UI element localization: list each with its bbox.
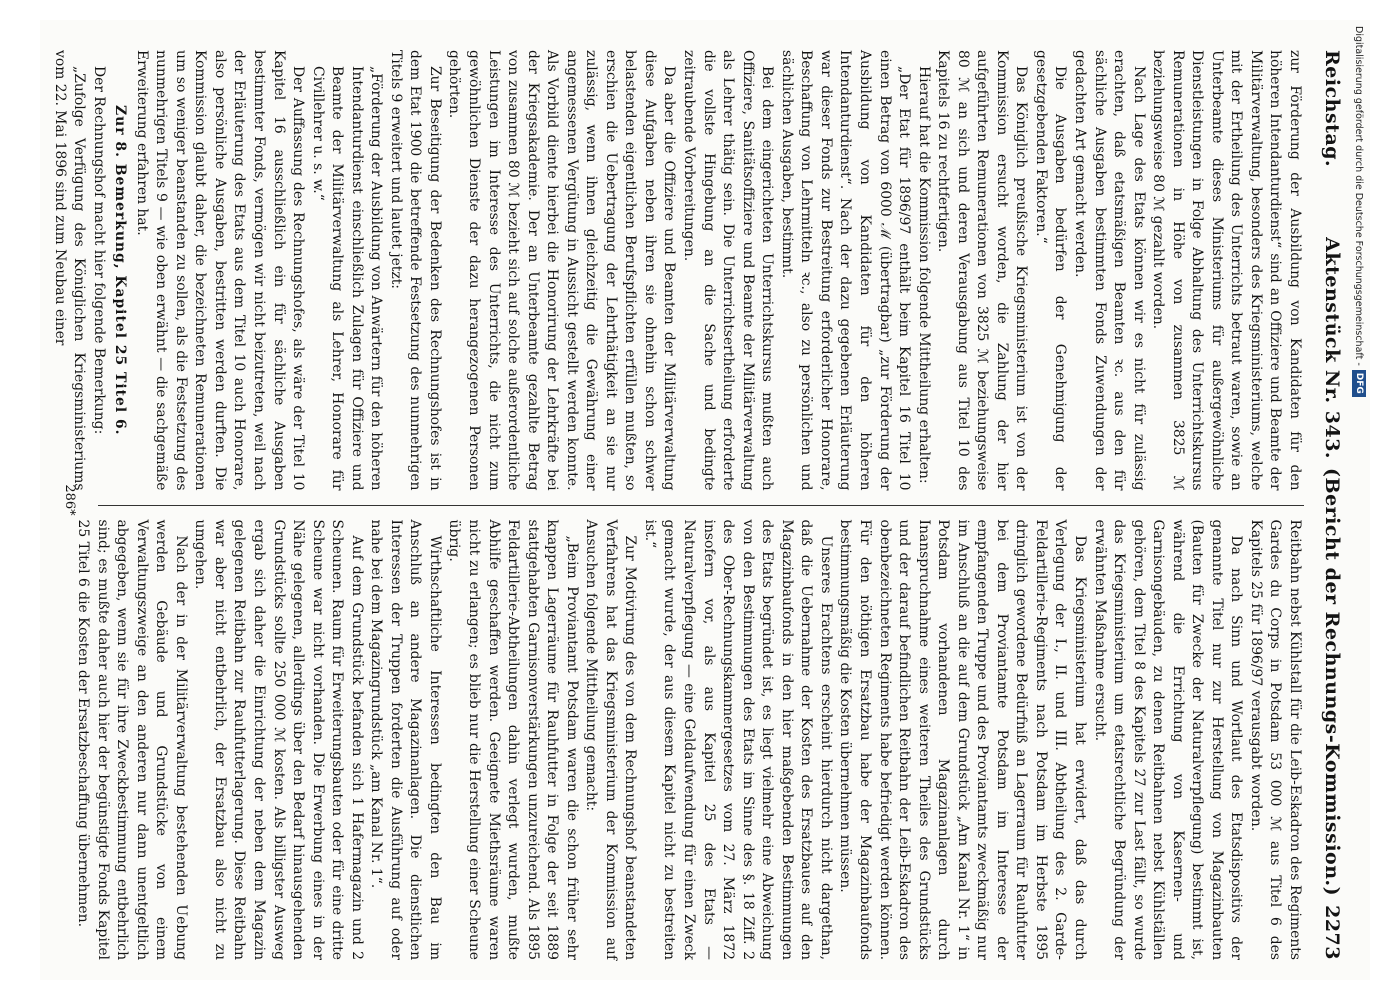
paragraph: Der Rechnungshof macht hier folgende Bemerkung: bbox=[90, 66, 107, 435]
paragraph: Da aber die Offiziere und Beamten der Militärverwaltung diese Aufgaben neben ihren sie ohnehin schon schwer belastenden eigentlichen Berufspflichten erfüllen mußten, so erschien die Uebertragung der Lehrthätigkeit an sie nur zulässig, wenn ihnen gleichzeitig die Gewährung einer angemessenen Vergütung in Aussicht gestellt werden konnte. Als Vorbild diente hierbei die Honorirung der Lehrkräfte bei der Kriegsakademie. Der an Unterbeamte gezahlte Betrag von zusammen 80 ℳ bezieht sich auf solche außerordentliche Leistungen im Interesse des Unterrichts, die nicht zum gewöhnlichen Dienste der dazu herangezogenen Personen gehörten. bbox=[446, 50, 678, 491]
paragraph: Hierauf hat die Kommission folgende Mittheilung erhalten: bbox=[915, 66, 932, 484]
column-divider bbox=[98, 505, 1304, 506]
paragraph: Unseres Erachtens erscheint hierdurch nicht dargethan, daß die Uebernahme der Kosten des Ersatzbaues auf den Magazinbaufonds in den hier maßgebenden Bestimmungen des Etats begründet ist, es liegt vielmehr eine Abweichung von den Bestimmungen des Etats im Sinne des §. 18 Ziff. 2 des Ober-Rechnungskammergesetzes vom 27. März 1872 insofern vor, als aus Kapitel 25 des Etats — Naturalverpflegung — eine Geldaufwendung für einen Zweck gemacht wurde, der aus diesem Kapitel nicht zu bestreiten ist.“ bbox=[641, 519, 834, 961]
digitization-notice bbox=[1351, 26, 1367, 1006]
paragraph: Das Kriegsministerium hat erwidert, daß das durch Verlegung der I., II. und III. Abtheilung des 2. Garde-Feldartillerie-Regiments nach Potsdam im Herbste 1895 dringlich gewordene Bedürfniß an Lagerraum für Rauhfutter bei dem Proviantamte Potsdam im Interesse der empfangenden Truppe und des Proviantamts zweckmäßig nur im Anschluß an die auf dem Grundstück „Am Kanal Nr. 1“ in Potsdam vorhandenen Magazinanlagen durch Inanspruchnahme eines weiteren Theiles des Grundstücks und der darauf befindlichen Reitbahn der Leib-Eskadron des obenbezeichneten Regiments habe befriedigt werden können. Für den nöthigen Ersatzbau habe der Magazinbaufonds bestimmungsmäßig die Kosten übernehmen müssen. bbox=[837, 519, 1088, 961]
paragraph: Zur Motivirung des von dem Rechnungshof beanstandeten Verfahrens hat das Kriegsministerium der Kommission auf Ansuchen folgende Mittheilung gemacht: bbox=[583, 519, 639, 961]
scanned-page bbox=[40, 20, 1370, 980]
left-column bbox=[51, 50, 1304, 491]
paragraph: „Beim Proviantamt Potsdam waren die schon früher sehr knappen Lagerräume für Rauhfutter in Folge der seit 1889 stattgehabten Garnisonverstärkungen unzureichend. Als 1895 Feldartillerie-Abtheilungen dahin verlegt wurden, mußte Abhilfe geschaffen werden. Geeignete Miethsräume waren nicht zu erlangen; es blieb nur die Herstellung einer Scheune übrig. bbox=[446, 519, 580, 961]
paragraph: Auf dem Grundstück befanden sich 1 Hafermagazin und 2 Scheunen. Raum für Erweiterungsbauten oder für eine dritte Scheune war nicht vorhanden. Die Erwerbung eines in der Nähe gelegenen, allerdings über den Bedarf hinausgehenden Grundstücks sollte 250 000 ℳ kosten. Als billigster Ausweg ergab sich daher die Einrichtung der neben dem Magazin gelegenen Reitbahn zur Rauhfutterlagerung. Diese Reitbahn war aber nicht entbehrlich, der Ersatzbau also nicht zu umgehen. bbox=[192, 519, 365, 961]
paragraph: Das Königlich preußische Kriegsministerium ist von der Kommission ersucht worden, die Zahlung der hier aufgeführten Remunerationen von 3825 ℳ beziehungsweise 80 ℳ an sich und deren Verausgabung aus Titel 10 des Kapitels 16 zu rechtfertigen. bbox=[935, 50, 1030, 491]
paragraph: Reitbahn nebst Kühlstall für die Leib-Eskadron des Regiments Gardes du Corps in Potsdam 53 000 ℳ aus Titel 6 des Kapitels 25 für 1896/97 verausgabt worden. bbox=[1247, 519, 1303, 961]
header-reichstag: Reichstag. bbox=[1321, 50, 1343, 168]
sheet-signature: 286* bbox=[62, 484, 77, 516]
section-heading: Zur 8. Bemerkung, Kapitel 25 Titel 6. bbox=[112, 105, 129, 436]
paragraph: Nach Lage des Etats können wir es nicht für zulässig erachten, daß etatsmäßigen Beamten ꝛc. aus den für sächliche Ausgaben bestimmten Fonds Zuwendungen der gedachten Art gemacht werden. bbox=[1071, 50, 1147, 491]
paragraph: Der Auffassung des Rechnungshofes, als wäre der Titel 10 Kapitel 16 ausschließlich ein für sächliche Ausgaben bestimmter Fonds, vermögen wir nicht beizutreten, weil nach der Erläuterung des Etats aus dem Titel 10 auch Honorare, also persönliche Ausgaben, bestritten werden durften. Die Kommission glaubt daher, die bezeichneten Remunerationen um so weniger beanstanden zu sollen, als die Festsetzung des nunmehrigen Titels 9 — wie oben erwähnt — die sachgemäße Erweiterung erfahren hat. bbox=[133, 50, 307, 491]
paragraph: Nach der in der Militärverwaltung bestehenden Uebung werden Gebäude und Grundstücke von einem Verwaltungszweige an den anderen nur dann unentgeltlich abgegeben, wenn sie für ihre Zweckbestimmung entbehrlich sind; es mußte daher auch hier der begünstigte Fonds Kapitel 25 Titel 6 die Kosten der Ersatzbeschaffung übernehmen. bbox=[75, 519, 189, 961]
paragraph: Bei dem eingerichteten Unterrichtskursus mußten auch Offiziere, Sanitätsoffiziere und Beamte der Militärverwaltung als Lehrer thätig sein. Die Unterrichtsertheilung erforderte die vollste Hingebung an die Sache und bedingte zeitraubende Vorbereitungen. bbox=[681, 50, 776, 491]
right-column bbox=[75, 519, 1304, 961]
rotated-page-content bbox=[40, 20, 1370, 980]
paragraph: Wirthschaftliche Interessen bedingten den Bau im Anschluß an andere Magazinanlagen. Die dienstlichen Interessen der Truppen forderten die Ausführung auf oder nahe bei dem Magazingrundstück „am Kanal Nr. 1“. bbox=[368, 519, 443, 961]
paragraph: „Förderung der Ausbildung von Anwärtern für den höheren Intendanturdienst einschließlich Zulagen für Offiziere und Beamte der Militärverwaltung als Lehrer, Honorare für Civillehrer u. s. w.“ bbox=[309, 66, 385, 491]
paragraph: „Der Etat für 1896/97 enthält beim Kapitel 16 Titel 10 einen Betrag von 6000 ℳ (übertragbar) „zur Förderung der Ausbildung von Kandidaten für den höheren Intendanturdienst“. Nach der dazu gegebenen Erläuterung war dieser Fonds zur Bestreitung erforderlicher Honorare, Beschaffung von Lehrmitteln ꝛc., also zu persönlichen und sächlichen Ausgaben, bestimmt. bbox=[778, 50, 913, 491]
header-left-group bbox=[1321, 50, 1343, 459]
running-header bbox=[1312, 50, 1352, 960]
digitization-notice-text: Digitalisierung gefördert durch die Deutsche Forschungsgemeinschaft - bbox=[1353, 26, 1365, 366]
paragraph: zur Förderung der Ausbildung von Kandidaten für den höheren Intendanturdienst“ sind an Offiziere und Beamte der Militärverwaltung, besonders des Kriegsministeriums, welche mit der Ertheilung des Unterrichts betraut waren, sowie an Unterbeamte dieses Ministeriums für außergewöhnliche Dienstleistungen in Folge Abhaltung des Unterrichtskursus Remunerationen in Höhe von zusammen 3825 ℳ beziehungsweise 80 ℳ gezahlt worden. bbox=[1150, 50, 1303, 491]
header-report-title: (Bericht der Rechnungs-Kommission.) bbox=[1321, 468, 1343, 897]
paragraph: „Zufolge Verfügung des Königlichen Kriegsministeriums vom 22. Mai 1896 sind zum Neubau einer bbox=[51, 50, 88, 491]
dfg-logo[interactable]: DFG bbox=[1352, 370, 1366, 397]
page-number: 2273 bbox=[1321, 905, 1343, 960]
paragraph: Da nach Sinn und Wortlaut des Etatsdispositivs der genannte Titel nur zur Herstellung von Magazinbauten (Bauten für Zwecke der Naturalverpflegung) bestimmt ist, während die Errichtung von Kasernen- und Garnisongebäuden, zu denen Reitbahnen nebst Kühlställen gehören, dem Titel 8 des Kapitels 27 zur Last fällt, so wurde das Kriegsministerium um etatsrechtliche Begründung der erwähnten Maßnahme ersucht. bbox=[1091, 519, 1245, 961]
header-document-number: Aktenstück Nr. 343. bbox=[1321, 237, 1343, 460]
paragraph: Die Ausgaben bedürfen der Genehmigung der gesetzgebenden Faktoren.“ bbox=[1032, 50, 1069, 491]
paragraph: Zur Beseitigung der Bedenken des Rechnungshofes ist in dem Etat 1900 die betreffende Festsetzung des nunmehrigen Titels 9 erweitert und lautet jetzt: bbox=[387, 50, 443, 491]
